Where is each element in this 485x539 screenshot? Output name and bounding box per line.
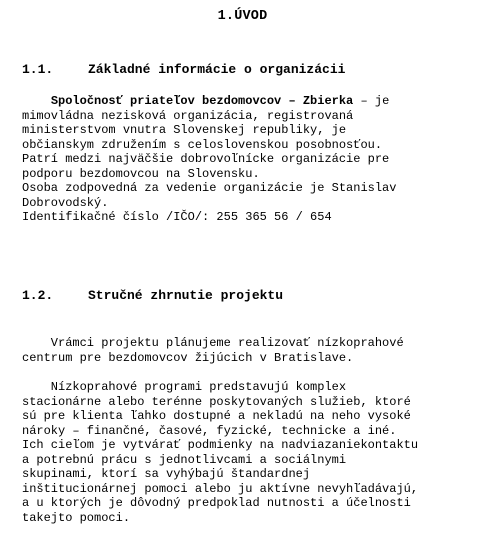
organization-name: Spoločnosť priateľov bezdomovcov – Zbierka (50, 94, 354, 108)
body-line: a potrebnú prácu s jednotlivcami a sociálnymi (22, 452, 347, 467)
body-line: Identifikačné číslo /IČO/: 255 365 56 / 654 (22, 210, 332, 224)
body-line: občianskym združením s celoslovenskou posobnosťou. (22, 137, 383, 152)
section-number: 1.2. (22, 288, 54, 303)
body-line: Nízkoprahové programi predstavujú komplex (22, 380, 347, 394)
body-line: takejto pomoci. (22, 510, 131, 525)
body-line: skupinami, ktorí sa vyhýbajú štandardnej (22, 467, 311, 481)
section-heading-text: Stručné zhrnutie projektu (88, 288, 284, 303)
body-line: Dobrovodský. (22, 195, 109, 210)
section-1-2-paragraph-2 (22, 380, 472, 525)
body-line: stacionárne alebo terénne poskytovaných služieb, ktoré (22, 394, 411, 409)
document-title: 1.ÚVOD (217, 9, 268, 24)
body-line: Patrí medzi najväčšie dobrovoľnícke organizácie pre (22, 152, 390, 166)
body-line: Vrámci projektu plánujeme realizovať nízkoprahové (22, 336, 404, 350)
body-line: sú pre klienta ľahko dostupné a nekladú na neho vysoké (22, 409, 411, 423)
section-number: 1.1. (22, 62, 54, 77)
body-line: nároky – finančné, časové, fyzické, technicke a iné. (22, 423, 397, 438)
body-line: inštitucionárnej pomoci alebo ju aktívne nevyhľadávajú, (22, 481, 419, 496)
section-heading-1-1 (22, 62, 345, 77)
section-heading-text: Základné informácie o organizácii (88, 62, 346, 77)
section-1-1-body (22, 94, 472, 225)
body-line: mimovládna nezisková organizácia, registrovaná (22, 108, 354, 123)
body-line: centrum pre bezdomovcov žijúcich v Bratislave. (22, 350, 354, 365)
body-line: a u ktorých je dôvodný predpoklad nutnosti a účelnosti (22, 496, 411, 510)
body-line: ministerstvom vnutra Slovenskej republiky, je (22, 123, 347, 137)
body-line (22, 94, 472, 109)
body-line: podporu bezdomovcou na Slovensku. (22, 166, 260, 181)
body-line: Osoba zodpovedná za vedenie organizácie je Stanislav (22, 181, 397, 195)
section-1-2-paragraph-1 (22, 336, 472, 365)
section-heading-1-2 (22, 288, 283, 303)
body-line: Ich cieľom je vytvárať podmienky na nadviazaniekontaktu (22, 438, 419, 452)
body-line-text: – je (353, 94, 390, 108)
